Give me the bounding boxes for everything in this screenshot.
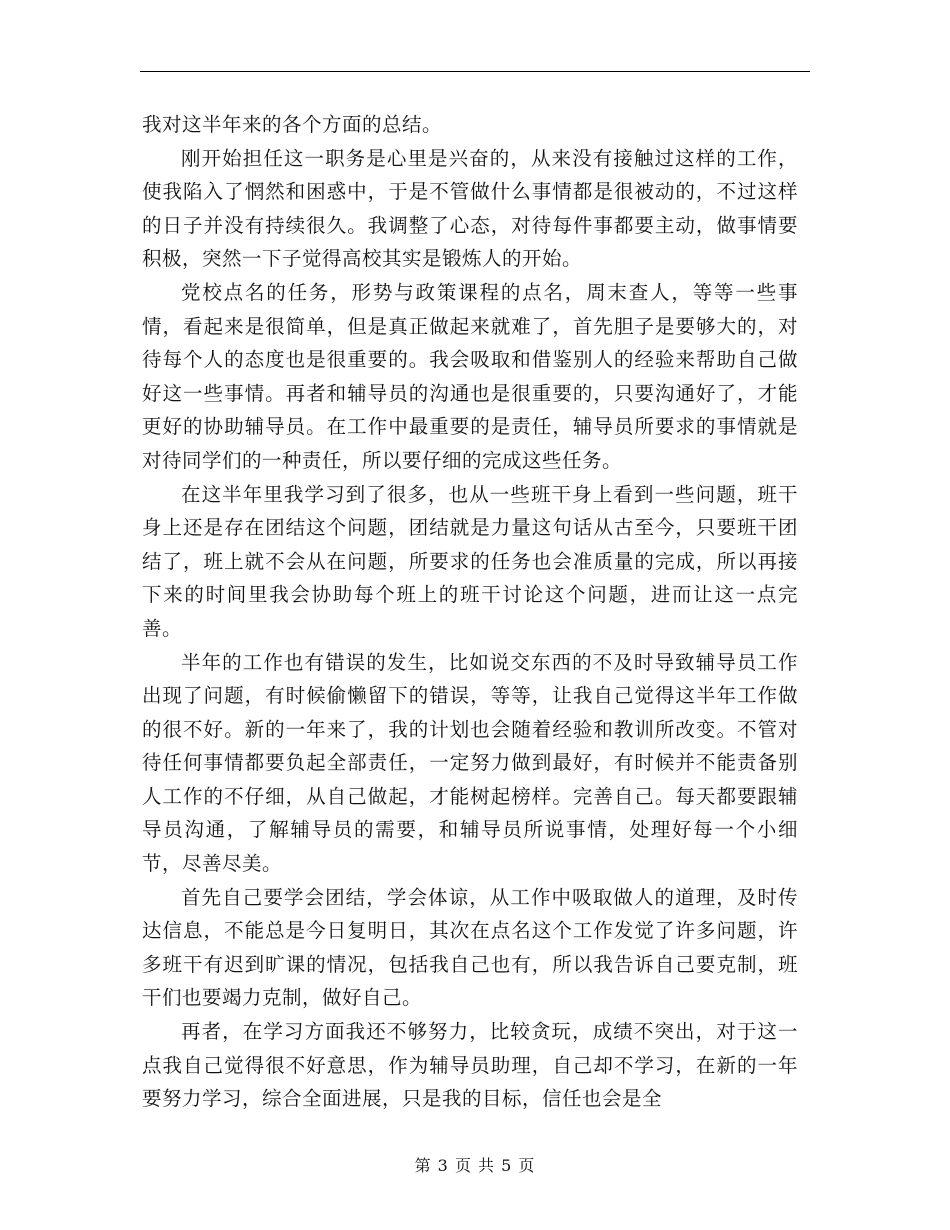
header-rule <box>140 71 810 72</box>
paragraph-4: 在这半年里我学习到了很多，也从一些班干身上看到一些问题，班干身上还是存在团结这个问题，团结就是力量这句话从古至今，只要班干团结了，班上就不会从在问题，所要求的任务也会准质量的完成，所以再接下来的时间里我会协助每个班上的班干讨论这个问题，进而让这一点完善。 <box>142 482 798 640</box>
document-body <box>142 108 798 1116</box>
paragraph-1: 我对这半年来的各个方面的总结。 <box>142 113 443 136</box>
paragraph-7: 再者，在学习方面我还不够努力，比较贪玩，成绩不突出，对于这一点我自己觉得很不好意思，作为辅导员助理，自己却不学习，在新的一年要努力学习，综合全面进展，只是我的目标，信任也会是全 <box>142 1020 798 1111</box>
paragraph-6: 首先自己要学会团结，学会体谅，从工作中吸取做人的道理，及时传达信息，不能总是今日复明日，其次在点名这个工作发觉了许多问题，许多班干有迟到旷课的情况，包括我自己也有，所以我告诉自己要克制，班干们也要竭力克制，做好自己。 <box>142 885 798 1010</box>
page-number: 第 3 页 共 5 页 <box>414 1156 536 1175</box>
paragraph-5: 半年的工作也有错误的发生，比如说交东西的不及时导致辅导员工作出现了问题，有时候偷懒留下的错误，等等，让我自己觉得这半年工作做的很不好。新的一年来了，我的计划也会随着经验和教训所改变。不管对待任何事情都要负起全部责任，一定努力做到最好，有时候并不能责备别人工作的不仔细，从自己做起，才能树起榜样。完善自己。每天都要跟辅导员沟通，了解辅导员的需要，和辅导员所说事情，处理好每一个小细节，尽善尽美。 <box>142 650 798 876</box>
paragraph-2: 刚开始担任这一职务是心里是兴奋的，从来没有接触过这样的工作，使我陷入了惘然和困惑中，于是不管做什么事情都是很被动的，不过这样的日子并没有持续很久。我调整了心态，对待每件事都要主动，做事情要积极，突然一下子觉得高校其实是锻炼人的开始。 <box>142 146 798 271</box>
paragraph-3: 党校点名的任务，形势与政策课程的点名，周末查人，等等一些事情，看起来是很简单，但是真正做起来就难了，首先胆子是要够大的，对待每个人的态度也是很重要的。我会吸取和借鉴别人的经验来帮助自己做好这一些事情。再者和辅导员的沟通也是很重要的，只要沟通好了，才能更好的协助辅导员。在工作中最重要的是责任，辅导员所要求的事情就是对待同学们的一种责任，所以要仔细的完成这些任务。 <box>142 280 798 472</box>
